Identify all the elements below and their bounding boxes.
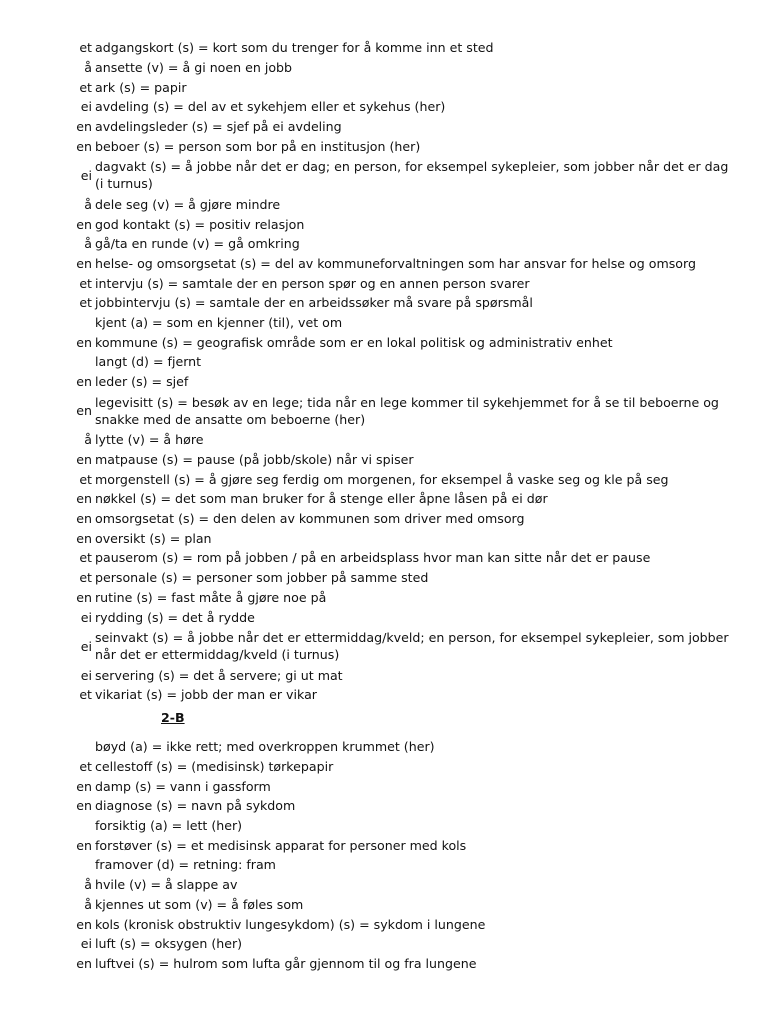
vocab-entry <box>70 254 730 274</box>
definition-text: forstøver (s) = et medisinsk apparat for personer med kols <box>95 837 467 853</box>
vocab-entry <box>70 757 730 777</box>
article-label: ei <box>80 609 92 625</box>
definition-text: hvile (v) = å slappe av <box>95 877 238 893</box>
definition-text: cellestoff (s) = (medisinsk) tørkepapir <box>95 759 334 775</box>
article-label: en <box>76 511 92 527</box>
article-label: en <box>76 916 92 932</box>
vocab-entry <box>70 489 730 509</box>
article-label: en <box>76 403 92 419</box>
article-label: et <box>79 570 92 586</box>
definition-text: beboer (s) = person som bor på en institusjon (her) <box>95 138 421 154</box>
article-label: en <box>76 530 92 546</box>
definition-text: nøkkel (s) = det som man bruker for å stenge eller åpne låsen på ei dør <box>95 491 548 507</box>
vocab-entry <box>70 528 730 548</box>
article-label: ei <box>80 638 92 654</box>
article-label: et <box>79 275 92 291</box>
definition-text: framover (d) = retning: fram <box>95 857 276 873</box>
vocab-entry <box>70 548 730 568</box>
definition-text: langt (d) = fjernt <box>95 354 202 370</box>
definition-text: forsiktig (a) = lett (her) <box>95 818 243 834</box>
article-label: en <box>76 955 92 971</box>
vocab-entry <box>70 737 730 757</box>
vocab-entry <box>70 97 730 117</box>
vocabulary-list-1 <box>70 38 730 705</box>
article-label: et <box>79 40 92 56</box>
vocab-entry <box>70 607 730 627</box>
vocab-entry <box>70 273 730 293</box>
vocab-entry <box>70 58 730 78</box>
vocab-entry <box>70 234 730 254</box>
article-label: et <box>79 79 92 95</box>
definition-text: dagvakt (s) = å jobbe når det er dag; en person, for eksempel sykepleier, som jobber når det er dag (i turnus) <box>95 159 729 192</box>
definition-text: rutine (s) = fast måte å gjøre noe på <box>95 589 327 605</box>
definition-text: kjent (a) = som en kjenner (til), vet om <box>95 315 343 331</box>
article-label: ei <box>80 936 92 952</box>
vocab-entry <box>70 332 730 352</box>
vocab-entry <box>70 685 730 705</box>
article-label: å <box>84 60 92 76</box>
section-heading: 2-B <box>161 710 185 725</box>
definition-text: kols (kronisk obstruktiv lungesykdom) (s) = sykdom i lungene <box>95 916 486 932</box>
article-label: en <box>76 798 92 814</box>
definition-text: luftvei (s) = hulrom som lufta går gjennom til og fra lungene <box>95 955 477 971</box>
definition-text: ark (s) = papir <box>95 79 187 95</box>
vocab-entry <box>70 835 730 855</box>
vocab-entry <box>70 450 730 470</box>
definition-text: servering (s) = det å servere; gi ut mat <box>95 667 343 683</box>
article-label: et <box>79 759 92 775</box>
definition-text: jobbintervju (s) = samtale der en arbeidssøker må svare på spørsmål <box>95 295 533 311</box>
vocab-entry <box>70 934 730 954</box>
vocab-entry <box>70 469 730 489</box>
article-label: en <box>76 837 92 853</box>
article-label: ei <box>80 167 92 183</box>
vocab-entry <box>70 568 730 588</box>
vocab-entry <box>70 816 730 836</box>
definition-text: ansette (v) = å gi noen en jobb <box>95 60 293 76</box>
article-label: ei <box>80 667 92 683</box>
article-label: en <box>76 138 92 154</box>
definition-text: adgangskort (s) = kort som du trenger for å komme inn et sted <box>95 40 494 56</box>
article-label: en <box>76 778 92 794</box>
vocab-entry <box>70 914 730 934</box>
vocab-entry <box>70 509 730 529</box>
article-label: en <box>76 334 92 350</box>
vocabulary-list-2 <box>70 737 730 973</box>
article-label: et <box>79 687 92 703</box>
definition-text: intervju (s) = samtale der en person spør og en annen person svarer <box>95 275 530 291</box>
article-label: en <box>76 374 92 390</box>
vocab-entry <box>70 214 730 234</box>
article-label: å <box>84 196 92 212</box>
definition-text: leder (s) = sjef <box>95 374 189 390</box>
vocab-entry <box>70 195 730 215</box>
vocab-entry <box>70 38 730 58</box>
definition-text: bøyd (a) = ikke rett; med overkroppen krummet (her) <box>95 739 435 755</box>
vocab-entry <box>70 352 730 372</box>
vocab-entry <box>70 776 730 796</box>
article-label: å <box>84 877 92 893</box>
article-label: en <box>76 216 92 232</box>
vocab-entry <box>70 117 730 137</box>
article-label: ei <box>80 99 92 115</box>
vocab-entry <box>70 628 730 665</box>
definition-text: dele seg (v) = å gjøre mindre <box>95 196 281 212</box>
article-label: å <box>84 432 92 448</box>
definition-text: diagnose (s) = navn på sykdom <box>95 798 296 814</box>
article-label: et <box>79 471 92 487</box>
article-label: et <box>79 550 92 566</box>
vocab-entry <box>70 588 730 608</box>
definition-text: personale (s) = personer som jobber på samme sted <box>95 570 429 586</box>
definition-text: damp (s) = vann i gassform <box>95 778 271 794</box>
vocab-entry <box>70 954 730 974</box>
definition-text: god kontakt (s) = positiv relasjon <box>95 216 305 232</box>
definition-text: omsorgsetat (s) = den delen av kommunen som driver med omsorg <box>95 511 525 527</box>
vocab-entry <box>70 293 730 313</box>
vocab-entry <box>70 855 730 875</box>
definition-text: legevisitt (s) = besøk av en lege; tida når en lege kommer til sykehjemmet for å se til beboerne og snakke med de ansatte om beboerne (her) <box>95 394 719 427</box>
definition-text: kjennes ut som (v) = å føles som <box>95 896 304 912</box>
vocab-entry <box>70 77 730 97</box>
vocab-entry <box>70 393 730 430</box>
vocab-entry <box>70 430 730 450</box>
vocab-entry <box>70 665 730 685</box>
article-label: en <box>76 491 92 507</box>
article-label: en <box>76 256 92 272</box>
definition-text: seinvakt (s) = å jobbe når det er ettermiddag/kveld; en person, for eksempel sykepleier, som jobber når det er ettermiddag/kveld (i turnus) <box>95 630 729 663</box>
definition-text: avdelingsleder (s) = sjef på ei avdeling <box>95 119 342 135</box>
vocab-entry <box>70 875 730 895</box>
article-label: å <box>84 236 92 252</box>
definition-text: oversikt (s) = plan <box>95 530 212 546</box>
definition-text: kommune (s) = geografisk område som er en lokal politisk og administrativ enhet <box>95 334 613 350</box>
definition-text: gå/ta en runde (v) = gå omkring <box>95 236 300 252</box>
definition-text: luft (s) = oksygen (her) <box>95 936 243 952</box>
article-label: en <box>76 119 92 135</box>
vocab-entry <box>70 313 730 333</box>
article-label: en <box>76 452 92 468</box>
definition-text: matpause (s) = pause (på jobb/skole) når vi spiser <box>95 452 414 468</box>
article-label: et <box>79 295 92 311</box>
definition-text: avdeling (s) = del av et sykehjem eller et sykehus (her) <box>95 99 446 115</box>
definition-text: helse- og omsorgsetat (s) = del av kommuneforvaltningen som har ansvar for helse og omsorg <box>95 256 696 272</box>
vocab-entry <box>70 157 730 194</box>
vocab-entry <box>70 372 730 392</box>
article-label: en <box>76 589 92 605</box>
vocab-entry <box>70 136 730 156</box>
definition-text: pauserom (s) = rom på jobben / på en arbeidsplass hvor man kan sitte når det er pause <box>95 550 651 566</box>
definition-text: lytte (v) = å høre <box>95 432 204 448</box>
definition-text: vikariat (s) = jobb der man er vikar <box>95 687 317 703</box>
definition-text: morgenstell (s) = å gjøre seg ferdig om morgenen, for eksempel å vaske seg og kle på seg <box>95 471 669 487</box>
definition-text: rydding (s) = det å rydde <box>95 609 255 625</box>
article-label: å <box>84 896 92 912</box>
vocab-entry <box>70 895 730 915</box>
vocab-entry <box>70 796 730 816</box>
